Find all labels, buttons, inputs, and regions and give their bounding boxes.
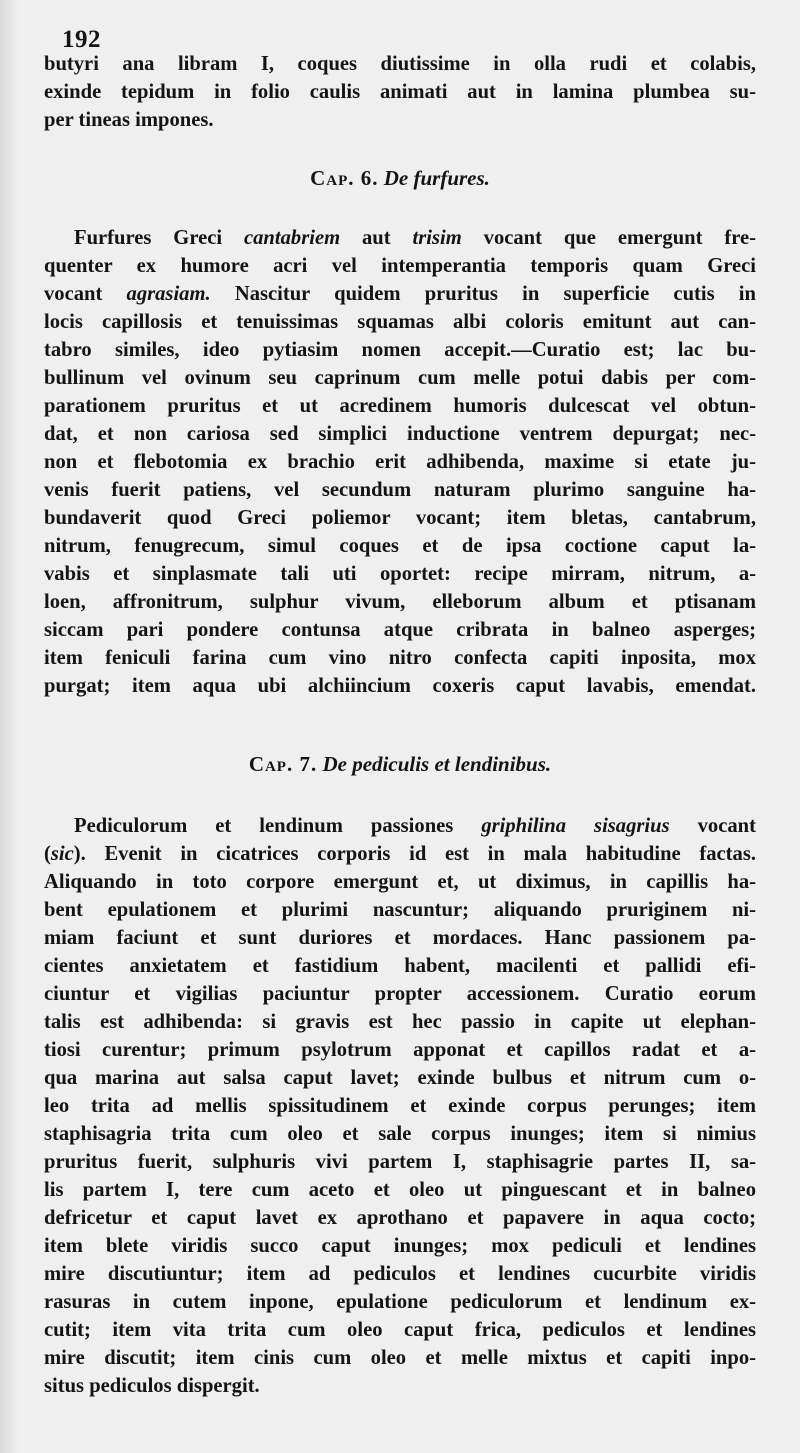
text-line: bundaverit quod Greci poliemor vocant; item bletas, cantabrum, — [44, 507, 756, 529]
chapter-6-number: Cap. 6. — [310, 166, 379, 190]
chapter-6-heading — [0, 166, 800, 191]
text-line: locis capillosis et tenuissimas squamas albi coloris emitunt aut can- — [44, 311, 756, 333]
chapter-6-body — [44, 224, 756, 700]
text-line: vocant agrasiam. Nascitur quidem pruritus in superficie cutis in — [44, 283, 756, 305]
text-line: Furfures Greci cantabriem aut trisim vocant que emergunt fre- — [74, 227, 756, 249]
text-line: (sic). Evenit in cicatrices corporis id est in mala habitudine factas. — [44, 843, 756, 865]
text-line: bent epulationem et plurimi nascuntur; aliquando pruriginem ni- — [44, 899, 756, 921]
chapter-7-number: Cap. 7. — [248, 752, 318, 776]
text-line: lis partem I, tere cum aceto et oleo ut pinguescant et in balneo — [44, 1179, 756, 1201]
text-line: bullinum vel ovinum seu caprinum cum melle potui dabis per com- — [44, 367, 756, 389]
text-line: vabis et sinplasmate tali uti oportet: recipe mirram, nitrum, a- — [44, 563, 756, 585]
text-line: venis fuerit patiens, vel secundum naturam plurimo sanguine ha- — [44, 479, 756, 501]
text-line: non et flebotomia ex brachio erit adhibenda, maxime si etate ju- — [44, 451, 756, 473]
text-line: purgat; item aqua ubi alchiincium coxeris caput lavabis, emendat. — [44, 675, 756, 697]
text-line: per tineas impones. — [44, 109, 214, 131]
text-line: tiosi curentur; primum psylotrum apponat et capillos radat et a- — [44, 1039, 756, 1061]
page-number: 192 — [62, 26, 101, 53]
text-line: defricetur et caput lavet ex aprothano et papavere in aqua cocto; — [44, 1207, 756, 1229]
text-line: ciuntur et vigilias paciuntur propter accessionem. Curatio eorum — [44, 983, 756, 1005]
text-line: loen, affronitrum, sulphur vivum, elleborum album et ptisanam — [44, 591, 756, 613]
text-line: siccam pari pondere contunsa atque cribrata in balneo asperges; — [44, 619, 756, 641]
text-line: miam faciunt et sunt duriores et mordaces. Hanc passionem pa- — [44, 927, 756, 949]
text-line: parationem pruritus et ut acredinem humoris dulcescat vel obtun- — [44, 395, 756, 417]
chapter-6-title: De furfures. — [383, 166, 490, 190]
text-line: mire discutiuntur; item ad pediculos et lendines cucurbite viridis — [44, 1263, 756, 1285]
text-line: qua marina aut salsa caput lavet; exinde bulbus et nitrum cum o- — [44, 1067, 756, 1089]
text-line: Pediculorum et lendinum passiones griphilina sisagrius vocant — [74, 815, 756, 837]
text-line: nitrum, fenugrecum, simul coques et de ipsa coctione caput la- — [44, 535, 756, 557]
text-line: Aliquando in toto corpore emergunt et, ut diximus, in capillis ha- — [44, 871, 756, 893]
chapter-7-heading — [0, 752, 800, 777]
text-line: talis est adhibenda: si gravis est hec passio in capite ut elephan- — [44, 1011, 756, 1033]
text-line: item feniculi farina cum vino nitro confecta capiti inposita, mox — [44, 647, 756, 669]
text-line: cientes anxietatem et fastidium habent, macilenti et pallidi efi- — [44, 955, 756, 977]
text-line: rasuras in cutem inpone, epulatione pediculorum et lendinum ex- — [44, 1291, 756, 1313]
text-line: tabro similes, ideo pytiasim nomen accepit.—Curatio est; lac bu- — [44, 339, 756, 361]
text-line: item blete viridis succo caput inunges; mox pediculi et lendines — [44, 1235, 756, 1257]
text-line: quenter ex humore acri vel intemperantia temporis quam Greci — [44, 255, 756, 277]
text-line: cutit; item vita trita cum oleo caput frica, pediculos et lendines — [44, 1319, 756, 1341]
text-line: mire discutit; item cinis cum oleo et melle mixtus et capiti inpo- — [44, 1347, 756, 1369]
chapter-7-title: De pediculis et lendinibus. — [322, 752, 552, 776]
text-line: butyri ana libram I, coques diutissime in olla rudi et colabis, — [44, 53, 756, 75]
text-line: dat, et non cariosa sed simplici inductione ventrem depurgat; nec- — [44, 423, 756, 445]
intro-paragraph — [44, 50, 756, 134]
text-line: situs pediculos dispergit. — [44, 1375, 260, 1397]
text-line: staphisagria trita cum oleo et sale corpus inunges; item si nimius — [44, 1123, 756, 1145]
chapter-7-body — [44, 812, 756, 1400]
text-line: leo trita ad mellis spissitudinem et exinde corpus perunges; item — [44, 1095, 756, 1117]
text-line: pruritus fuerit, sulphuris vivi partem I, staphisagrie partes II, sa- — [44, 1151, 756, 1173]
text-line: exinde tepidum in folio caulis animati aut in lamina plumbea su- — [44, 81, 756, 103]
